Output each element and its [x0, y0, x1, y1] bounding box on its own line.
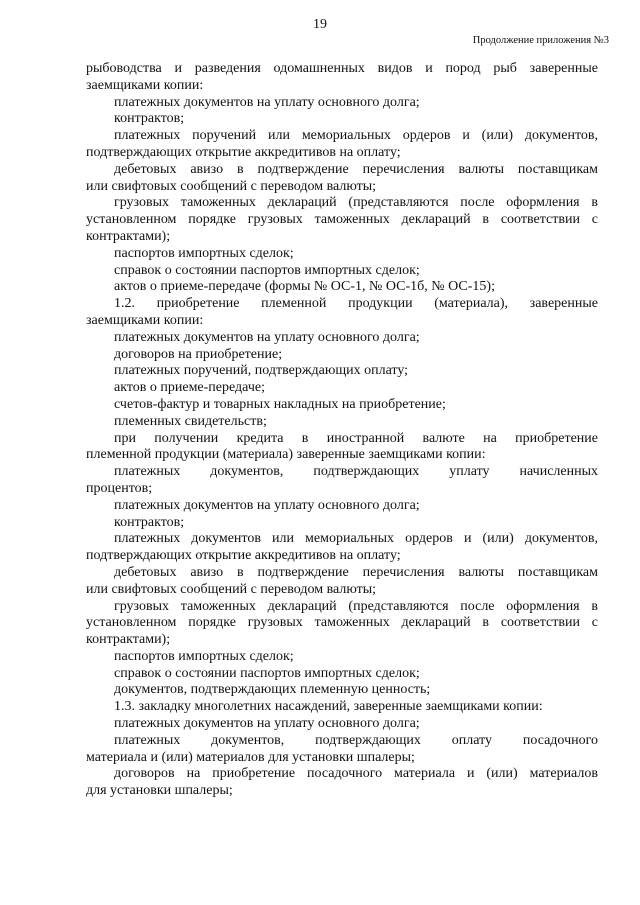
- text-line: грузовых таможенных деклараций (представляются после оформления в: [114, 195, 598, 211]
- paragraph: [86, 682, 598, 699]
- paragraph: [86, 380, 598, 397]
- paragraph: [86, 531, 598, 565]
- text-line: актов о приеме-передаче (формы № ОС-1, № ОС-1б, № ОС-15);: [114, 279, 495, 295]
- text-line: или свифтовых сообщений с переводом валюты;: [86, 581, 377, 597]
- text-line: договоров на приобретение посадочного материала и (или) материалов: [114, 766, 598, 782]
- text-line: при получении кредита в иностранной валюте на приобретение: [114, 430, 598, 446]
- paragraph: [86, 464, 598, 498]
- text-line: платежных документов на уплату основного долга;: [114, 497, 420, 513]
- text-line: справок о состоянии паспортов импортных сделок;: [114, 262, 420, 278]
- text-line: заемщиками копии:: [86, 312, 204, 328]
- paragraph: [86, 716, 598, 733]
- paragraph: [86, 162, 598, 196]
- text-line: грузовых таможенных деклараций (представляются после оформления в: [114, 598, 598, 614]
- text-line: контрактов;: [114, 111, 185, 127]
- text-line: племенной продукции (материала) заверенные заемщиками копии:: [86, 447, 486, 463]
- text-line: племенных свидетельств;: [114, 413, 267, 429]
- page-number: 19: [313, 17, 327, 32]
- paragraph: [86, 279, 598, 296]
- paragraph: [86, 296, 598, 330]
- text-line: платежных поручений или мемориальных ордеров и (или) документов,: [114, 128, 598, 144]
- document-body: [86, 61, 598, 800]
- text-line: установленном порядке грузовых таможенных деклараций в соответствии с: [86, 615, 598, 631]
- paragraph: [86, 666, 598, 683]
- paragraph: [86, 431, 598, 465]
- text-line: дебетовых авизо в подтверждение перечисления валюты поставщикам: [114, 161, 598, 177]
- paragraph: [86, 766, 598, 800]
- text-line: процентов;: [86, 480, 153, 496]
- paragraph: [86, 599, 598, 649]
- text-line: паспортов импортных сделок;: [114, 245, 294, 261]
- text-line: актов о приеме-передаче;: [114, 380, 265, 396]
- paragraph: [86, 414, 598, 431]
- paragraph: [86, 111, 598, 128]
- text-line: заемщиками копии:: [86, 77, 204, 93]
- text-line: подтверждающих открытие аккредитивов на оплату;: [86, 548, 401, 564]
- text-line: платежных поручений, подтверждающих оплату;: [114, 363, 409, 379]
- text-line: контрактами);: [86, 228, 171, 244]
- text-line: паспортов импортных сделок;: [114, 648, 294, 664]
- text-line: контрактов;: [114, 514, 185, 530]
- paragraph: [86, 347, 598, 364]
- paragraph: [86, 733, 598, 767]
- paragraph: [86, 515, 598, 532]
- text-line: платежных документов, подтверждающих оплату посадочного: [114, 732, 598, 748]
- text-line: рыбоводства и разведения одомашненных видов и пород рыб заверенные: [86, 61, 598, 76]
- text-line: контрактами);: [86, 632, 171, 648]
- text-line: платежных документов на уплату основного долга;: [114, 716, 420, 732]
- text-line: дебетовых авизо в подтверждение перечисления валюты поставщикам: [114, 564, 598, 580]
- text-line: 1.2. приобретение племенной продукции (материала), заверенные: [114, 296, 598, 312]
- text-line: 1.3. закладку многолетних насаждений, заверенные заемщиками копии:: [114, 699, 543, 715]
- text-line: платежных документов на уплату основного долга;: [114, 329, 420, 345]
- text-line: или свифтовых сообщений с переводом валюты;: [86, 178, 377, 194]
- paragraph: [86, 61, 598, 95]
- paragraph: [86, 565, 598, 599]
- text-line: счетов-фактур и товарных накладных на приобретение;: [114, 396, 446, 412]
- text-line: материала и (или) материалов для установки шпалеры;: [86, 749, 415, 765]
- text-line: платежных документов, подтверждающих уплату начисленных: [114, 464, 598, 480]
- paragraph: [86, 397, 598, 414]
- paragraph: [86, 649, 598, 666]
- paragraph: [86, 263, 598, 280]
- paragraph: [86, 498, 598, 515]
- paragraph: [86, 699, 598, 716]
- text-line: подтверждающих открытие аккредитивов на оплату;: [86, 144, 401, 160]
- paragraph: [86, 95, 598, 112]
- paragraph: [86, 195, 598, 245]
- text-line: установленном порядке грузовых таможенных деклараций в соответствии с: [86, 212, 598, 228]
- paragraph: [86, 246, 598, 263]
- paragraph: [86, 330, 598, 347]
- appendix-continuation-note: Продолжение приложения №3: [472, 35, 609, 46]
- text-line: для установки шпалеры;: [86, 783, 233, 799]
- text-line: платежных документов на уплату основного долга;: [114, 94, 420, 110]
- text-line: платежных документов или мемориальных ордеров и (или) документов,: [114, 531, 598, 547]
- paragraph: [86, 128, 598, 162]
- text-line: договоров на приобретение;: [114, 346, 283, 362]
- text-line: справок о состоянии паспортов импортных сделок;: [114, 665, 420, 681]
- paragraph: [86, 363, 598, 380]
- text-line: документов, подтверждающих племенную ценность;: [114, 682, 431, 698]
